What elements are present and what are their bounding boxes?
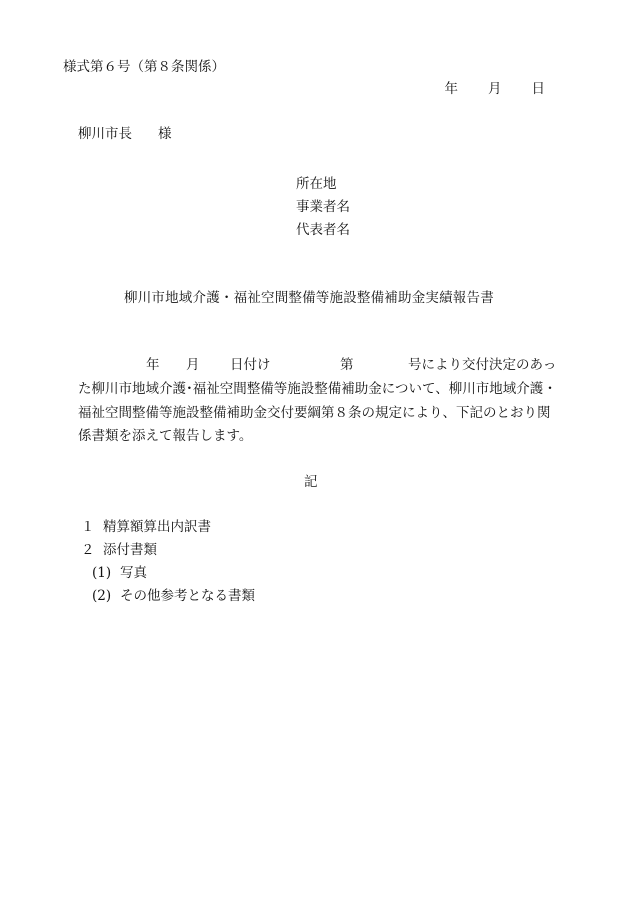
- addressee-honorific: 様: [158, 126, 172, 142]
- date-year-label: 年: [444, 81, 458, 97]
- ki-heading: 記: [304, 474, 318, 490]
- body-month-label: 月: [186, 357, 200, 373]
- sub-list-item-number: (1): [92, 565, 112, 581]
- applicant-representative-label: 代表者名: [296, 222, 350, 238]
- list-item: [81, 541, 157, 559]
- document-title: 柳川市地域介護・福祉空間整備等施設整備補助金実績報告書: [124, 290, 494, 306]
- date-day-label: 日: [531, 81, 545, 97]
- list-item: [81, 518, 211, 536]
- body-number-prefix: 第: [340, 357, 354, 373]
- sub-list-item-text: その他参考となる書類: [120, 588, 255, 604]
- list-item-number: １: [81, 519, 95, 535]
- body-line-2: た柳川市地域介護･福祉空間整備等施設整備補助金について、柳川市地域介護・: [78, 381, 557, 397]
- addressee: [78, 125, 172, 143]
- form-number: 様式第６号（第８条関係）: [63, 59, 225, 75]
- sub-list-item: [92, 564, 147, 582]
- list-item-text: 精算額算出内訳書: [103, 519, 211, 535]
- body-line-3: 福祉空間整備等施設整備補助金交付要綱第８条の規定により、下記のとおり関: [78, 405, 551, 421]
- sub-list-item-number: (2): [92, 588, 112, 604]
- list-item-text: 添付書類: [103, 542, 157, 558]
- list-item-number: ２: [81, 542, 95, 558]
- addressee-name: 柳川市長: [78, 126, 132, 142]
- sub-list-item-text: 写真: [120, 565, 147, 581]
- applicant-business-label: 事業者名: [296, 199, 350, 215]
- date-month-label: 月: [488, 81, 502, 97]
- body-date-suffix: 日付け: [230, 357, 271, 373]
- date-line: [445, 80, 546, 98]
- applicant-address-label: 所在地: [296, 176, 337, 192]
- body-year-label: 年: [146, 357, 160, 373]
- body-line-4: 係書類を添えて報告します。: [78, 428, 253, 444]
- sub-list-item: [92, 587, 255, 605]
- body-line-1-rest: 号により交付決定のあっ: [408, 357, 557, 373]
